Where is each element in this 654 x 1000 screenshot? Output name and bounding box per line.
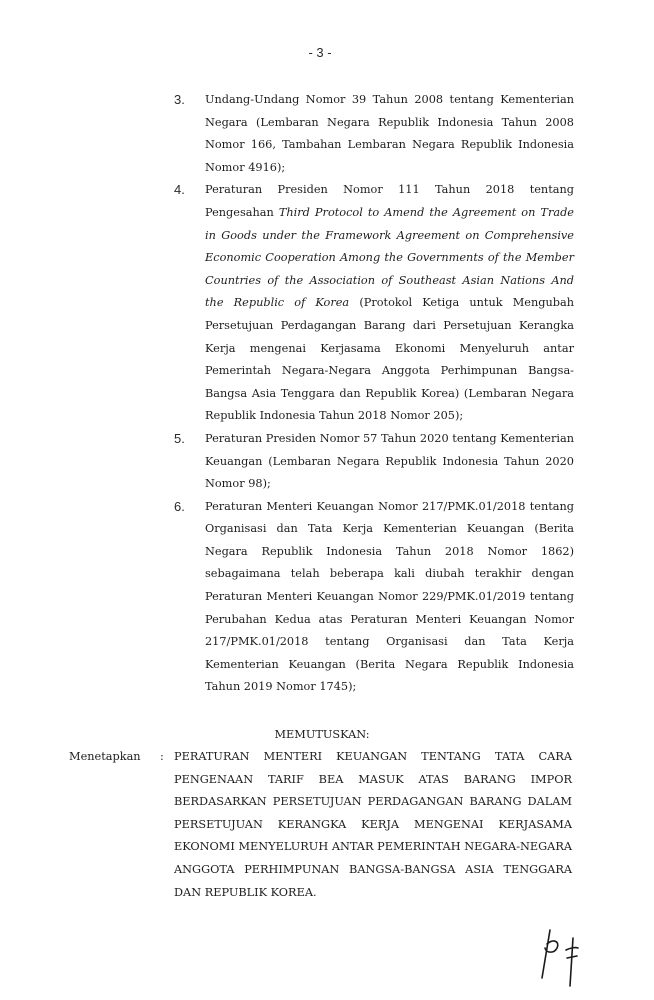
item-text-segment-italic: Third Protocol to Amend the Agreement on Trade in Goods under the Framework Agreement on Comprehensive Economic Cooperation Among the Governments of the Member Countries of the Association of Southeast Asian Nations And the Republic of Korea [205, 205, 574, 310]
enactment-colon: : [160, 750, 164, 763]
item-text-segment: (Protokol Ketiga untuk Mengubah Persetujuan Perdagangan Barang dari Persetujuan Kerangka Kerja mengenai Kerjasama Ekonomi Menyeluruh antar Pemerintah Negara-Negara Anggota Perhimpunan Bangsa-Bangsa Asia Tenggara dan Republik Korea) (Lembaran Negara Republik Indonesia Tahun 2018 Nomor 205); [205, 296, 575, 423]
paraf-stroke-5 [567, 956, 577, 958]
item-number: 4. [174, 182, 185, 198]
item-text-segment: Peraturan Menteri Keuangan Nomor 217/PMK.01/2018 tentang Organisasi dan Tata Kerja Kementerian Keuangan (Berita Negara Republik Indonesia Tahun 2018 Nomor 1862) sebagaimana telah beberapa kali diubah terakhir dengan Peraturan Menteri Keuangan Nomor 229/PMK.01/2019 tentang Perubahan Kedua atas Peraturan Menteri Keuangan Nomor 217/PMK.01/2018 tentang Organisasi dan Tata Kerja Kementerian Keuangan (Berita Negara Republik Indonesia Tahun 2019 Nomor 1745); [205, 499, 574, 694]
page-number: - 3 - [308, 45, 332, 60]
paraf-stroke-3 [570, 938, 573, 986]
considerations-list [172, 89, 574, 699]
item-text-segment: Peraturan Presiden Nomor 57 Tahun 2020 tentang Kementerian Keuangan (Lembaran Negara Republik Indonesia Tahun 2020 Nomor 98); [205, 431, 574, 491]
paraf-stroke-1 [542, 930, 550, 978]
item-text [205, 89, 574, 179]
consideration-item [172, 496, 574, 699]
item-number: 6. [174, 498, 185, 514]
decision-heading: MEMUTUSKAN: [274, 728, 370, 741]
paraf-initials [528, 926, 588, 990]
enactment-label: Menetapkan [69, 750, 141, 763]
consideration-item [172, 89, 574, 179]
item-text [205, 428, 574, 496]
consideration-item [172, 179, 574, 428]
item-text [205, 496, 574, 699]
item-text-segment: Peraturan Presiden Nomor 111 Tahun 2018 tentang Pengesahan [205, 183, 574, 219]
paraf-signature [542, 930, 578, 986]
item-number: 5. [174, 430, 185, 446]
item-text-segment: Undang-Undang Nomor 39 Tahun 2008 tentang Kementerian Negara (Lembaran Negara Republik Indonesia Tahun 2008 Nomor 166, Tambahan Lembaran Negara Republik Indonesia Nomor 4916); [205, 93, 574, 174]
item-number: 3. [174, 92, 185, 107]
consideration-item [172, 428, 574, 496]
enactment-text: PERATURAN MENTERI KEUANGAN TENTANG TATA CARA PENGENAAN TARIF BEA MASUK ATAS BARANG IMPOR BERDASARKAN PERSETUJUAN PERDAGANGAN BARANG DALAM PERSETUJUAN KERANGKA KERJA MENGENAI KERJASAMA EKONOMI MENYELURUH ANTAR PEMERINTAH NEGARA-NEGARA ANGGOTA PERHIMPUNAN BANGSA-BANGSA ASIA TENGGARA DAN REPUBLIK KOREA. [174, 750, 572, 899]
item-text [205, 179, 574, 428]
